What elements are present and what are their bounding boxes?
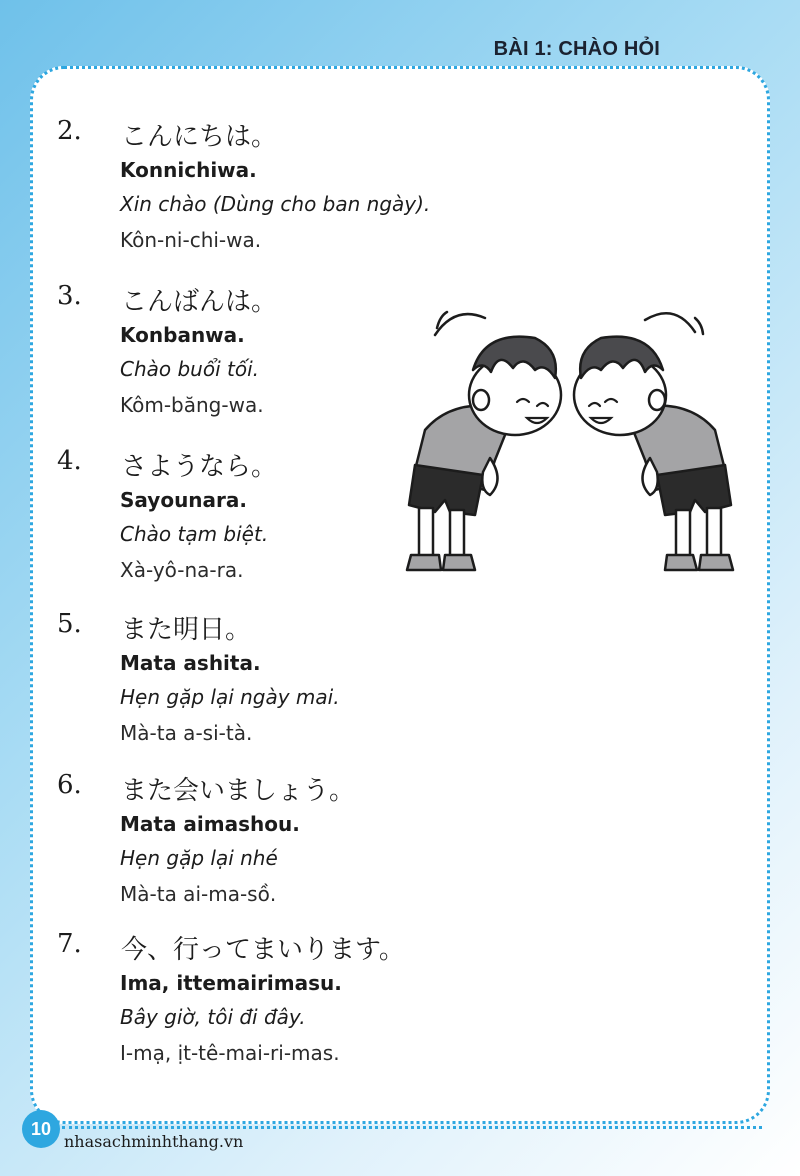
- phrase-meaning: Xin chào (Dùng cho ban ngày).: [120, 192, 431, 216]
- phrase-japanese: こんばんは。: [121, 287, 278, 317]
- phrase-japanese: また会いましょう。: [121, 776, 356, 806]
- phrase-japanese: また明日。: [121, 615, 252, 645]
- phrase-pronunciation: Kôn-ni-chi-wa.: [120, 228, 262, 252]
- phrase-romaji: Mata aimashou.: [120, 812, 300, 836]
- two-boys-bowing-illustration: [395, 300, 745, 590]
- phrase-number: 7.: [57, 929, 82, 959]
- phrase-romaji: Sayounara.: [120, 488, 247, 512]
- lesson-title: BÀI 1: CHÀO HỎI: [493, 38, 660, 60]
- phrase-meaning: Chào tạm biệt.: [120, 522, 269, 546]
- phrase-romaji: Konnichiwa.: [120, 158, 257, 182]
- phrase-number: 4.: [57, 446, 82, 476]
- phrase-meaning: Chào buổi tối.: [120, 357, 260, 381]
- phrase-meaning: Bây giờ, tôi đi đây.: [120, 1005, 306, 1029]
- phrase-number: 5.: [57, 609, 82, 639]
- phrase-meaning: Hẹn gặp lại nhé: [120, 846, 278, 870]
- footer-divider: [62, 1126, 762, 1129]
- phrase-number: 3.: [57, 281, 82, 311]
- left-boy-figure: [407, 337, 561, 570]
- publisher-website: nhasachminhthang.vn: [64, 1132, 244, 1151]
- phrase-romaji: Konbanwa.: [120, 323, 245, 347]
- page-number-badge: 10: [22, 1110, 60, 1148]
- phrase-japanese: 今、行ってまいります。: [121, 935, 405, 965]
- motion-arc-right: [645, 313, 695, 332]
- right-boy-figure: [574, 337, 733, 570]
- phrase-pronunciation: Xà-yô-na-ra.: [120, 558, 244, 582]
- phrase-japanese: さようなら。: [121, 452, 278, 482]
- phrase-pronunciation: Mà-ta a-si-tà.: [120, 721, 253, 745]
- phrase-pronunciation: Kôm-băng-wa.: [120, 393, 264, 417]
- phrase-pronunciation: I-mạ, ịt-tê-mai-ri-mas.: [120, 1041, 340, 1065]
- phrase-pronunciation: Mà-ta ai-ma-sồ.: [120, 882, 277, 906]
- phrase-number: 2.: [57, 116, 82, 146]
- phrase-meaning: Hẹn gặp lại ngày mai.: [120, 685, 340, 709]
- phrase-romaji: Ima, ittemairimasu.: [120, 971, 342, 995]
- phrase-japanese: こんにちは。: [121, 122, 278, 152]
- phrase-number: 6.: [57, 770, 82, 800]
- phrase-romaji: Mata ashita.: [120, 651, 261, 675]
